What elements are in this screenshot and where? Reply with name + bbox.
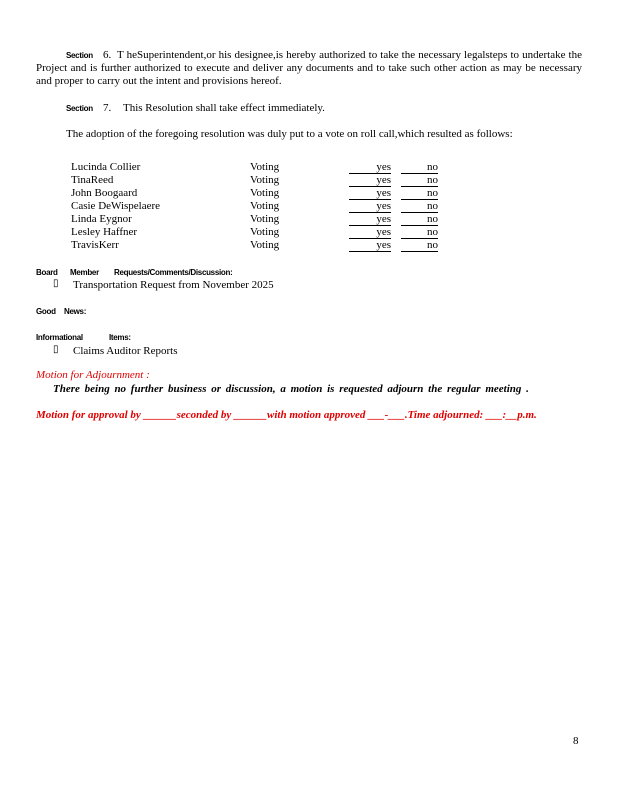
- voter-status: Voting: [250, 187, 280, 199]
- board-member-heading-3: Requests/Comments/Discussion:: [114, 268, 233, 277]
- board-member-item: Transportation Request from November 2025: [73, 279, 274, 291]
- yes-vote-field: yes: [349, 174, 391, 187]
- no-vote-field: no: [401, 187, 438, 200]
- voter-status: Voting: [250, 174, 280, 186]
- adoption-text: The adoption of the foregoing resolution was duly put to a vote on roll call,which resulted as follows:: [66, 128, 513, 140]
- approval-by-blank: ______: [143, 409, 177, 421]
- good-news-heading-2: News:: [64, 307, 87, 316]
- voter-name: Lesley Haffner: [71, 226, 138, 238]
- yes-vote-field: yes: [349, 161, 391, 174]
- roll-call-row: [0, 187, 618, 200]
- motion-approval-with: with motion approved: [267, 409, 369, 421]
- yes-vote-field: yes: [349, 239, 391, 252]
- motion-approval-line: [36, 409, 537, 421]
- voter-status: Voting: [250, 161, 280, 173]
- no-vote-field: no: [401, 200, 438, 213]
- motion-approval-by: Motion for approval by: [36, 409, 144, 421]
- informational-heading-1: Informational: [36, 333, 83, 342]
- voter-name: John Boogaard: [71, 187, 138, 199]
- roll-call-row: [0, 174, 618, 187]
- roll-call-row: [0, 161, 618, 174]
- voter-name: Lucinda Collier: [71, 161, 141, 173]
- voter-name: Casie DeWispelaere: [71, 200, 161, 212]
- no-vote-field: no: [401, 174, 438, 187]
- roll-call-row: [0, 226, 618, 239]
- voter-name: Linda Eygnor: [71, 213, 132, 225]
- motion-approval-seconded: seconded by: [176, 409, 234, 421]
- section-7-label: Section: [66, 104, 93, 113]
- voter-status: Voting: [250, 200, 280, 212]
- section-6-text: T heSuperintendent,or his designee,is hereby authorized to take the necessary legalsteps to undertake the Project and is further authorized to execute and deliver any documents and to take such other action as may be necessary and proper to carry out the intent and provisions hereof.: [36, 49, 582, 87]
- voter-name: TravisKerr: [71, 239, 119, 251]
- section-7-number: 7.: [103, 102, 112, 114]
- roll-call-row: [0, 239, 618, 252]
- informational-item: Claims Auditor Reports: [73, 345, 178, 357]
- bullet-icon: ▯: [53, 278, 59, 289]
- time-adjourned-blank: ___:__: [486, 409, 518, 421]
- approved-vote-blank: ___-___: [368, 409, 405, 421]
- section-6-label: Section: [66, 51, 93, 60]
- motion-time-adjourned: .Time adjourned:: [404, 409, 487, 421]
- bullet-icon: ▯: [53, 344, 59, 355]
- no-vote-field: no: [401, 226, 438, 239]
- informational-heading-2: Items:: [109, 333, 131, 342]
- section-6-number: 6.: [103, 49, 112, 61]
- yes-vote-field: yes: [349, 213, 391, 226]
- page-number: 8: [573, 735, 579, 747]
- section-7-text: This Resolution shall take effect immediately.: [123, 102, 325, 114]
- motion-adjournment-text: There being no further business or discussion, a motion is requested adjourn the regular meeting .: [53, 383, 529, 395]
- board-member-heading-1: Board: [36, 268, 58, 277]
- no-vote-field: no: [401, 213, 438, 226]
- roll-call-row: [0, 200, 618, 213]
- voter-name: TinaReed: [71, 174, 114, 186]
- motion-adjournment-heading: Motion for Adjournment :: [36, 369, 150, 381]
- yes-vote-field: yes: [349, 200, 391, 213]
- voter-status: Voting: [250, 239, 280, 251]
- no-vote-field: no: [401, 239, 438, 252]
- yes-vote-field: yes: [349, 187, 391, 200]
- board-member-heading-2: Member: [70, 268, 99, 277]
- seconded-by-blank: ______: [234, 409, 267, 421]
- yes-vote-field: yes: [349, 226, 391, 239]
- motion-pm: p.m.: [517, 409, 537, 421]
- roll-call-row: [0, 213, 618, 226]
- no-vote-field: no: [401, 161, 438, 174]
- voter-status: Voting: [250, 213, 280, 225]
- voter-status: Voting: [250, 226, 280, 238]
- good-news-heading-1: Good: [36, 307, 56, 316]
